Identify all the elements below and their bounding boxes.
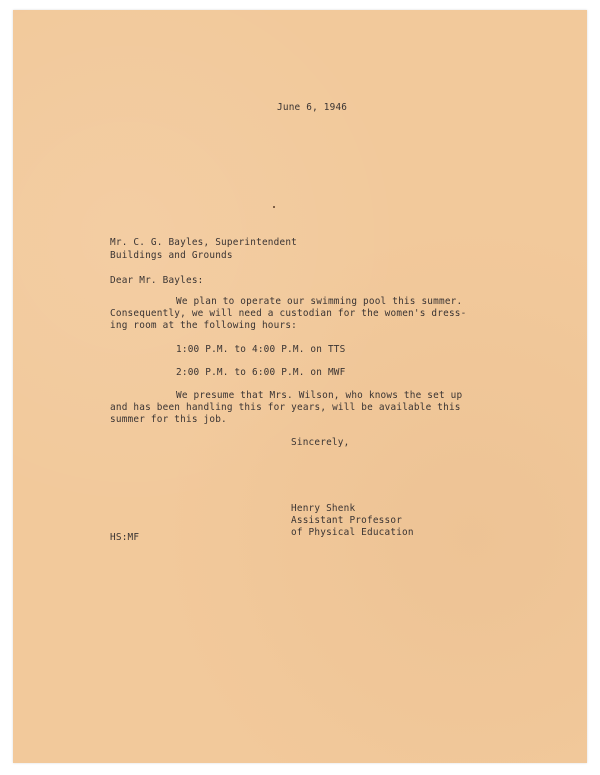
- closing: Sincerely,: [291, 437, 350, 448]
- typist-initials: HS:MF: [110, 532, 140, 543]
- signer-title-2: of Physical Education: [291, 527, 414, 538]
- letter-page: [13, 10, 587, 763]
- body-paragraph-2-line-1: We presume that Mrs. Wilson, who knows the set up: [176, 390, 463, 401]
- signer-name: Henry Shenk: [291, 503, 356, 514]
- signer-title-1: Assistant Professor: [291, 515, 403, 526]
- paper-speck: [273, 206, 275, 208]
- body-paragraph-1-line-3: ing room at the following hours:: [110, 320, 298, 331]
- body-paragraph-2-line-3: summer for this job.: [110, 414, 227, 425]
- hours-line-1: 1:00 P.M. to 4:00 P.M. on TTS: [176, 344, 346, 355]
- body-paragraph-1-line-1: We plan to operate our swimming pool this summer.: [176, 296, 463, 307]
- recipient-line-1: Mr. C. G. Bayles, Superintendent: [110, 237, 298, 248]
- recipient-line-2: Buildings and Grounds: [110, 250, 233, 261]
- salutation: Dear Mr. Bayles:: [110, 275, 204, 286]
- body-paragraph-2-line-2: and has been handling this for years, will be available this: [110, 402, 461, 413]
- hours-line-2: 2:00 P.M. to 6:00 P.M. on MWF: [176, 367, 346, 378]
- body-paragraph-1-line-2: Consequently, we will need a custodian for the women's dress-: [110, 308, 467, 319]
- letter-date: June 6, 1946: [277, 102, 348, 113]
